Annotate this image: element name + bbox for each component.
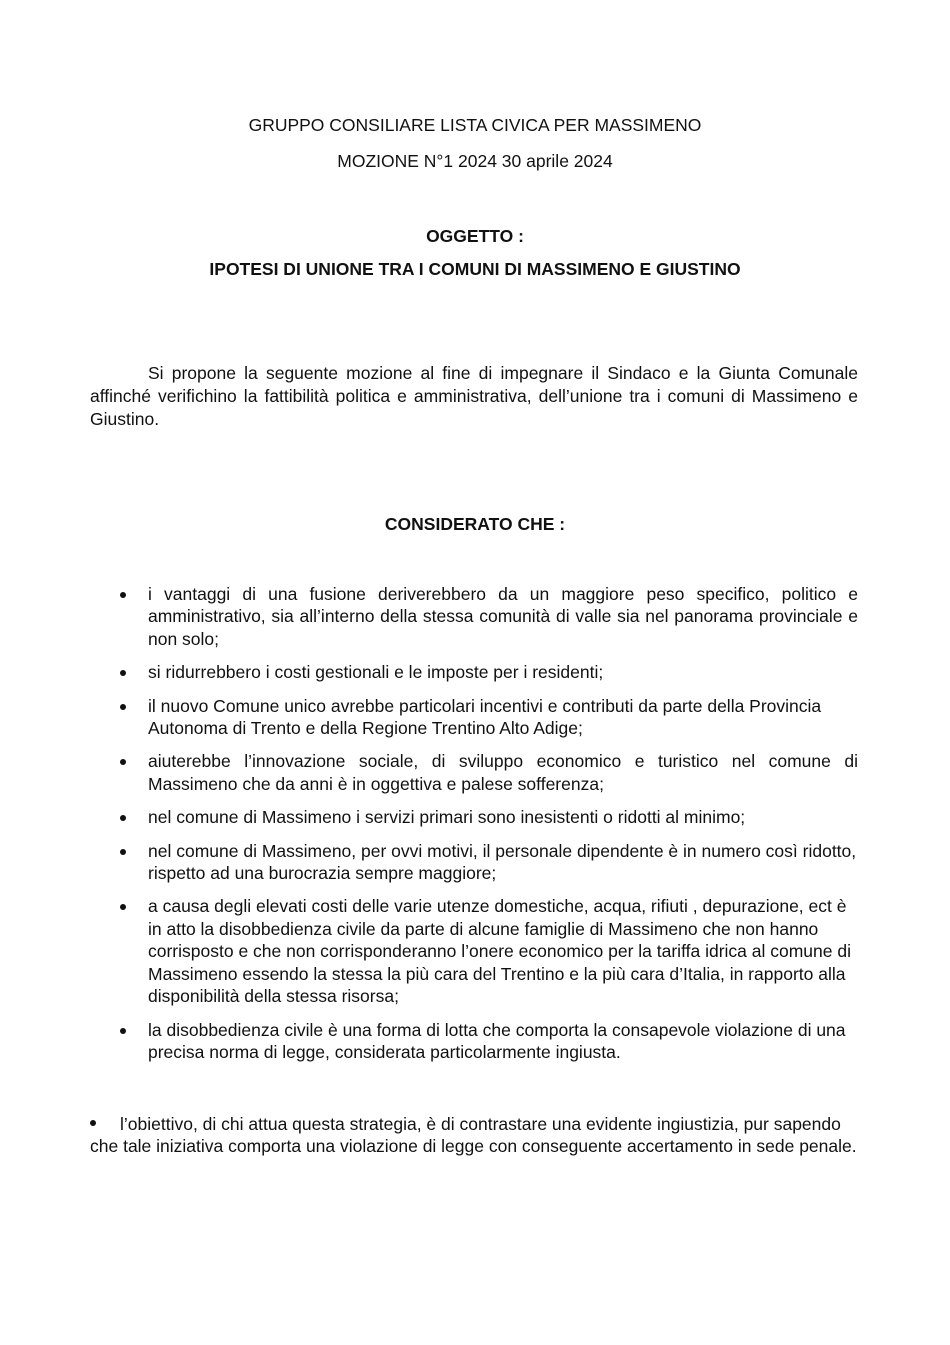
bullet-icon — [120, 704, 126, 710]
list-item — [110, 583, 858, 650]
bullet-icon — [120, 815, 126, 821]
list-item — [110, 806, 858, 828]
intro-text: Si propone la seguente mozione al fine di impegnare il Sindaco e la Giunta Comunale affinché verifichino la fattibilità politica e amministrativa, dell’unione tra i comuni di Massimeno e Giustino. — [90, 363, 858, 429]
list-item-text: a causa degli elevati costi delle varie utenze domestiche, acqua, rifiuti , depurazione, ect è in atto la disobbedienza civile da parte di alcune famiglie di Massimeno che non hanno corrisposto e che non corrisponderanno l’onere economico per la tariffa idrica al comune di Massimeno essendo la stessa la più cara del Trentino e la più cara d’Italia, in rapporto alla disponibilità della stessa risorsa; — [148, 896, 851, 1007]
subject-title: IPOTESI DI UNIONE TRA I COMUNI DI MASSIMENO E GIUSTINO — [209, 259, 741, 279]
intro-paragraph — [90, 362, 858, 431]
bullet-icon — [120, 670, 126, 676]
list-item — [110, 695, 858, 740]
list-item — [110, 1019, 858, 1064]
list-item — [110, 750, 858, 795]
considerations-list — [110, 583, 858, 1074]
bullet-icon — [90, 1120, 96, 1126]
list-item-text: il nuovo Comune unico avrebbe particolari incentivi e contributi da parte della Provincia Autonoma di Trento e della Regione Trentino Alto Adige; — [148, 695, 822, 739]
list-item-text: aiuterebbe l’innovazione sociale, di sviluppo economico e turistico nel comune di Massimeno che da anni è in oggettiva e palese sofferenza; — [148, 751, 858, 794]
bullet-icon — [120, 759, 126, 765]
list-item — [110, 840, 858, 885]
bullet-icon — [120, 1028, 126, 1034]
list-item-text: nel comune di Massimeno, per ovvi motivi, il personale dipendente è in numero così ridotto, rispetto ad una burocrazia sempre maggiore; — [148, 840, 857, 884]
list-item — [110, 661, 858, 683]
list-item — [110, 895, 858, 1007]
subject-label: OGGETTO : — [426, 226, 524, 246]
final-consideration-text: l’obiettivo, di chi attua questa strategia, è di contrastare una evidente ingiustizia, pur sapendo che tale iniziativa comporta una violazione di legge con conseguente accertamento in sede penale. — [90, 1114, 857, 1157]
list-item-text: si ridurrebbero i costi gestionali e le imposte per i residenti; — [148, 662, 604, 683]
considerations-heading: CONSIDERATO CHE : — [384, 514, 566, 534]
bullet-icon — [120, 849, 126, 855]
list-item-text: nel comune di Massimeno i servizi primari sono inesistenti o ridotti al minimo; — [148, 807, 746, 828]
bullet-icon — [120, 904, 126, 910]
group-header: GRUPPO CONSILIARE LISTA CIVICA PER MASSIMENO — [248, 115, 702, 135]
list-item-text: i vantaggi di una fusione deriverebbero da un maggiore peso specifico, politico e amministrativo, sia all’interno della stessa comunità di valle sia nel panorama provinciale e non solo; — [148, 584, 858, 649]
bullet-icon — [120, 592, 126, 598]
list-item-text: la disobbedienza civile è una forma di lotta che comporta la consapevole violazione di una precisa norma di legge, considerata particolarmente ingiusta. — [148, 1019, 846, 1062]
motion-number-date: MOZIONE N°1 2024 30 aprile 2024 — [337, 151, 613, 171]
final-consideration — [90, 1113, 860, 1158]
